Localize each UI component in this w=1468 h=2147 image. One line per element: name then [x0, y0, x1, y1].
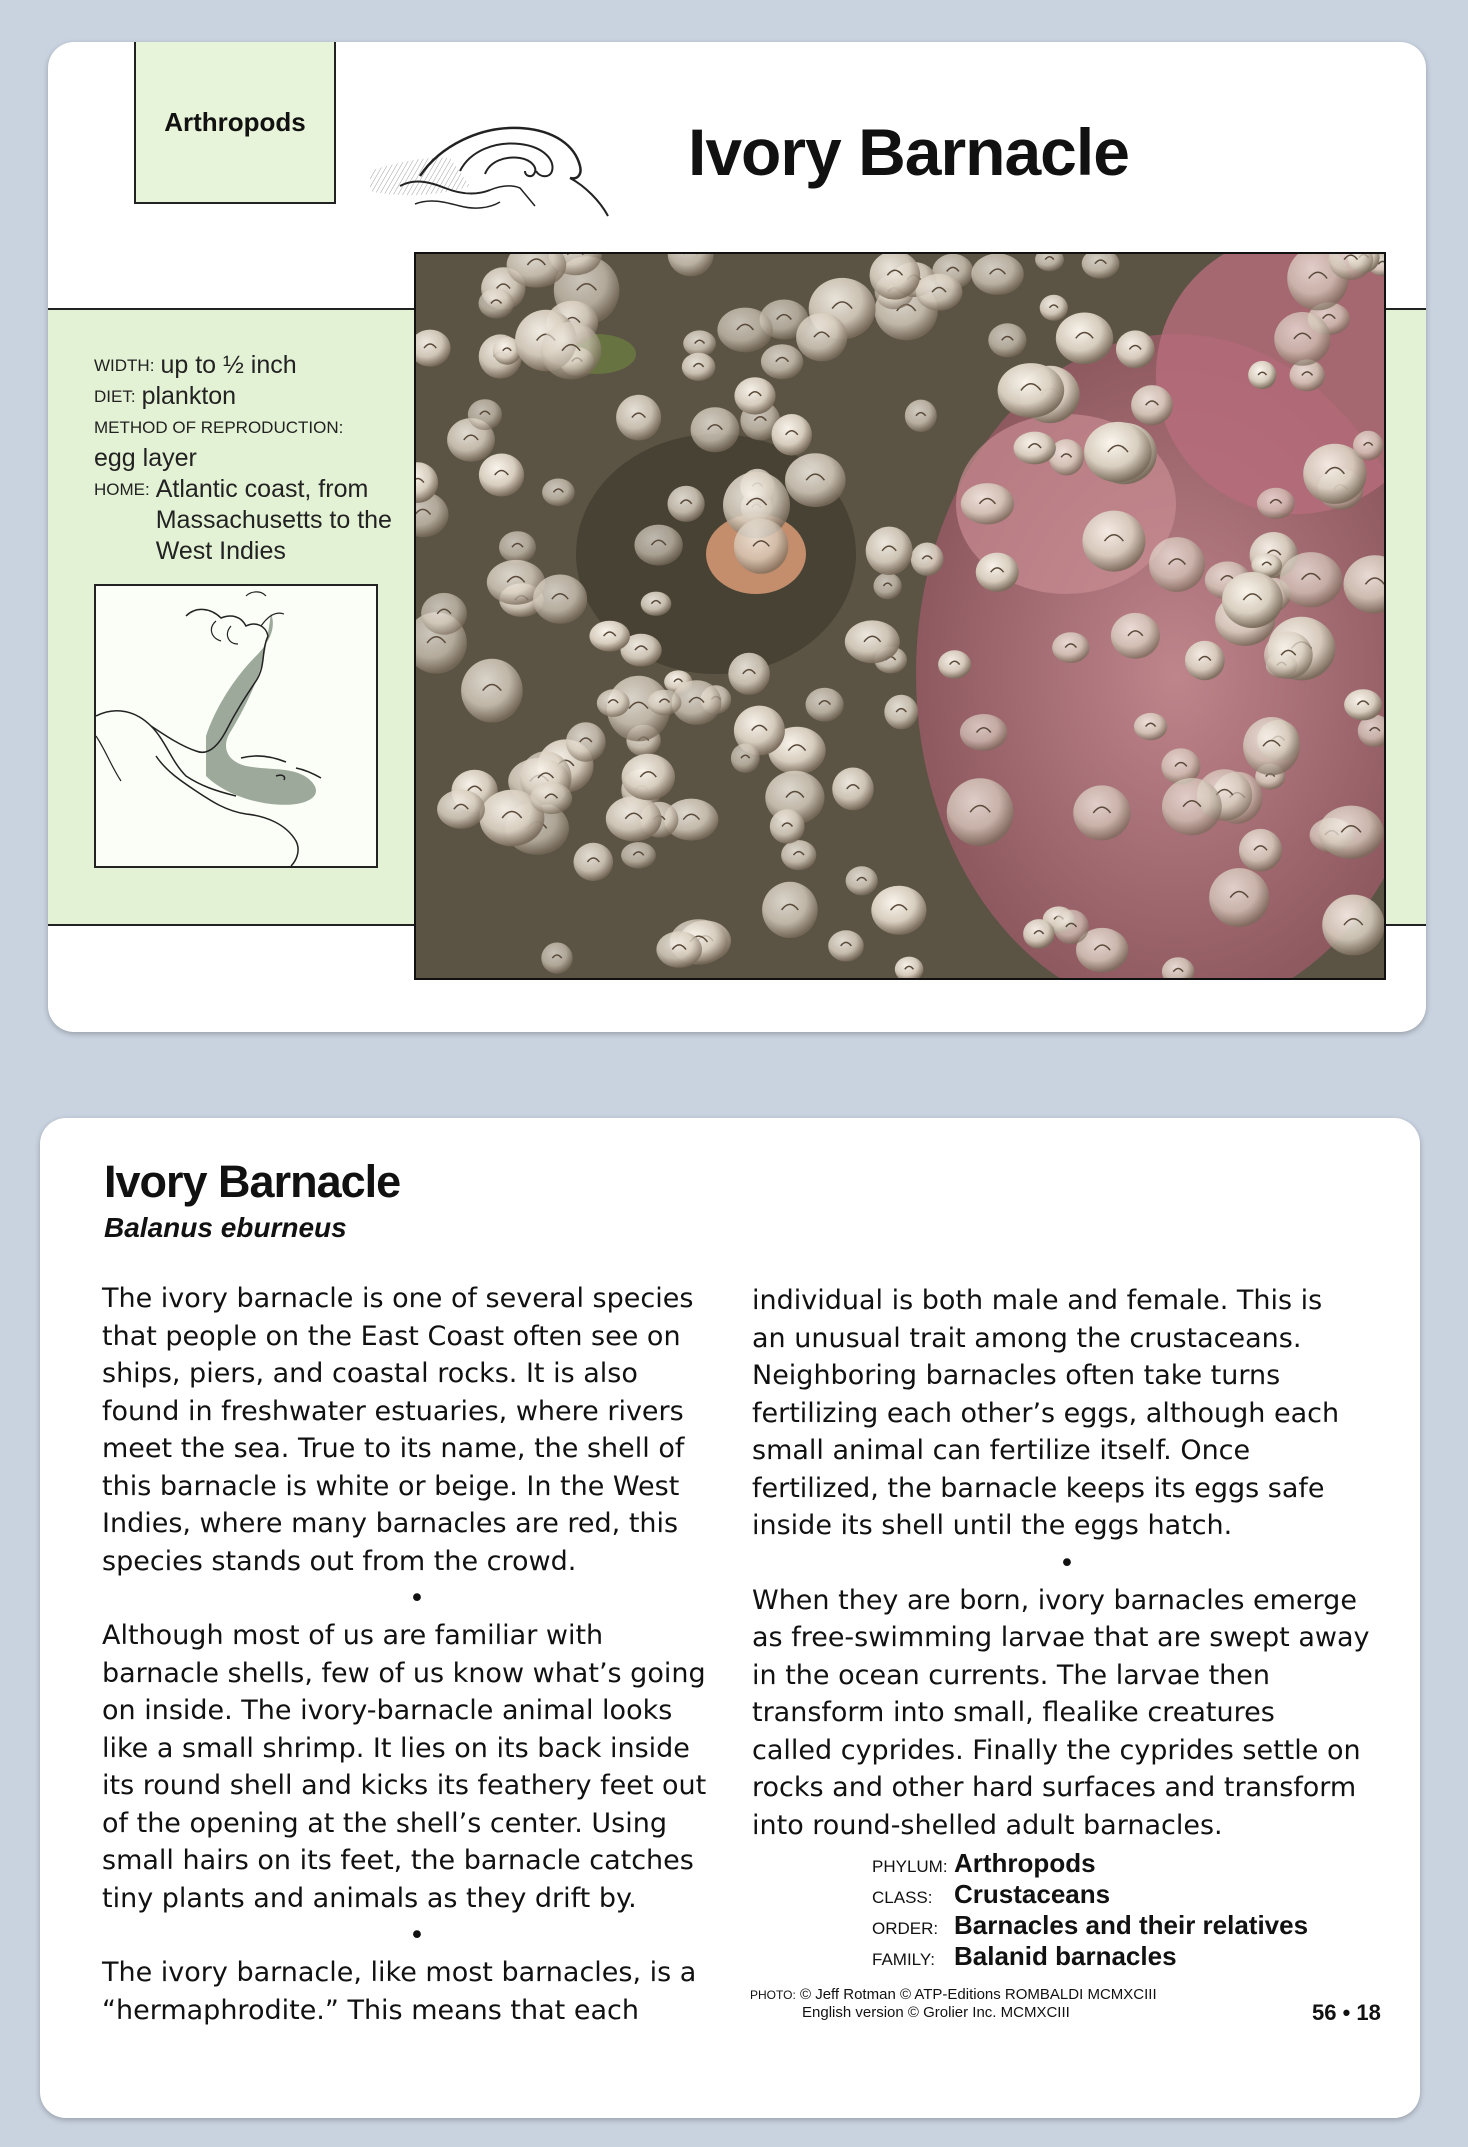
barnacle-shell — [468, 399, 502, 430]
taxonomy-phylum — [872, 1848, 1308, 1879]
back-title: Ivory Barnacle — [104, 1156, 401, 1207]
barnacle-shell — [1111, 613, 1160, 659]
fact-value: egg layer — [94, 444, 197, 472]
map-icon — [96, 586, 376, 866]
barnacle-shell — [461, 659, 523, 723]
paragraph: When they are born, ivory barnacles emerge as free-swimming larvae that are swept away in the ocean currents. The larvae then transform into small, flealike creatures called cyprides. Finally the cyprides settle on rocks and other hard surfaces and transform into round-shelled adult barnacles. — [752, 1584, 1370, 1841]
barnacle-shell — [1162, 778, 1222, 835]
barnacle-shell — [1243, 717, 1300, 775]
category-label: Arthropods — [134, 42, 336, 204]
range-map — [94, 584, 378, 868]
barnacle-shell — [606, 796, 662, 841]
taxonomy-label: PHYLUM: — [872, 1857, 948, 1876]
fact-value: Atlantic coast, from Massachusetts to the West Indies — [155, 475, 392, 565]
taxonomy-label: FAMILY: — [872, 1950, 935, 1969]
fact-width — [94, 350, 424, 381]
barnacle-shell — [1209, 868, 1269, 927]
back-card — [40, 1118, 1420, 2118]
barnacle-shell — [597, 689, 630, 717]
barnacle-shell — [682, 353, 716, 381]
barnacle-shell — [1353, 431, 1383, 461]
barnacle-shell — [437, 790, 485, 829]
barnacle-shell — [1274, 312, 1330, 366]
fact-label: METHOD OF REPRODUCTION: — [94, 418, 344, 437]
barnacle-shell — [1014, 432, 1056, 465]
barnacle-shell — [1239, 829, 1282, 872]
barnacle-shell — [1322, 895, 1384, 956]
barnacle-shell — [828, 930, 864, 961]
barnacle-shell — [533, 575, 587, 624]
barnacle-shell — [1040, 295, 1068, 321]
barnacle-shell — [616, 395, 661, 441]
barnacle-shell — [641, 592, 672, 616]
barnacle-shell — [1185, 641, 1225, 681]
barnacle-shell — [832, 768, 874, 811]
barnacle-shell — [1248, 361, 1276, 389]
text-column-right — [752, 1282, 1382, 1844]
barnacle-shell — [1222, 572, 1283, 628]
barnacle-shell — [1052, 632, 1089, 663]
barnacle-shell — [762, 882, 818, 938]
fact-reproduction — [94, 412, 424, 474]
barnacle-shell — [734, 519, 788, 574]
card-number: 56 • 18 — [1312, 2000, 1381, 2025]
fact-diet — [94, 381, 424, 412]
paragraph: The ivory barnacle is one of several species that people on the East Coast often see on ships, piers, and coastal rocks. It is also found in freshwater estuaries, where rivers meet the sea. True to its name, the shell of this barnacle is white or beige. In the West Indies, where many barnacles are red, this species stands out from the crowd. — [102, 1283, 694, 1577]
barnacle-shell — [988, 323, 1026, 357]
barnacle-shell — [1023, 919, 1055, 949]
barnacle-shell — [1344, 689, 1382, 720]
barnacle-shell — [1280, 552, 1343, 607]
barnacle-shell — [621, 842, 656, 868]
taxonomy-value: Barnacles and their relatives — [954, 1910, 1309, 1940]
taxonomy-value: Balanid barnacles — [954, 1941, 1177, 1971]
barnacle-shell — [1116, 330, 1155, 368]
front-card — [48, 42, 1426, 1032]
barnacle-shell — [1084, 422, 1152, 482]
barnacle-shell — [911, 543, 944, 576]
barnacle-shell — [634, 525, 682, 566]
barnacle-shell — [866, 527, 913, 575]
text-column-left — [102, 1280, 732, 2029]
photo-credits — [750, 1986, 1157, 2022]
fact-home — [94, 474, 424, 567]
barnacle-shell — [1257, 488, 1295, 519]
taxonomy-value: Crustaceans — [954, 1879, 1111, 1909]
taxonomy-class — [872, 1879, 1308, 1910]
barnacle-shell — [845, 620, 900, 663]
card-title: Ivory Barnacle — [688, 115, 1129, 189]
wave-icon — [360, 116, 630, 226]
barnacle-shell — [1134, 713, 1167, 740]
barnacle-shell — [530, 783, 572, 815]
paragraph: individual is both male and female. This is an unusual trait among the crustaceans. Neighboring barnacles often take turns fertilizing each other’s eggs, although each small animal can fertilize itself. Once fertilized, the barnacle keeps its eggs safe inside its shell until the eggs hatch. — [752, 1285, 1340, 1541]
barnacle-shell — [781, 840, 816, 870]
barnacle-shell — [541, 322, 602, 380]
scientific-name: Balanus eburneus — [104, 1212, 347, 1243]
fact-label: WIDTH: — [94, 356, 155, 375]
fact-label: HOME: — [94, 480, 150, 499]
barnacle-shell — [731, 744, 760, 773]
barnacle-photo — [414, 252, 1386, 980]
barnacle-shell — [1319, 806, 1384, 859]
fact-value: up to ½ inch — [160, 351, 297, 379]
barnacle-shell — [884, 695, 918, 730]
barnacle-shell — [499, 531, 536, 563]
barnacle-shell — [691, 407, 740, 452]
barnacle-shell — [479, 454, 524, 497]
taxonomy-label: ORDER: — [872, 1919, 939, 1938]
barnacle-shell — [1264, 631, 1313, 679]
barnacle-shell — [947, 778, 1014, 846]
taxonomy-family — [872, 1941, 1308, 1972]
barnacle-shell — [589, 621, 630, 652]
barnacle-shell — [622, 754, 675, 800]
barnacle-shell — [541, 943, 572, 974]
barnacle-shell — [846, 866, 878, 895]
fact-list — [94, 350, 424, 567]
barnacle-shell — [728, 653, 770, 695]
barnacle-shell — [871, 886, 926, 935]
barnacle-shell — [976, 553, 1019, 592]
barnacle-shell — [870, 252, 921, 300]
paragraph: Although most of us are familiar with barnacle shells, few of us know what’s going on inside. The ivory-barnacle animal looks like a small shrimp. It lies on its back inside its round shell and kicks its feathery feet out of the opening at the shell’s center. Using small hairs on its feet, the barnacle catches tiny plants and animals as they drift by. — [102, 1620, 707, 1914]
barnacle-shell — [1073, 785, 1130, 840]
barnacle-shell — [1131, 385, 1173, 425]
barnacle-shell — [806, 688, 844, 722]
barnacle-shell — [761, 344, 803, 379]
paragraph: The ivory barnacle, like most barnacles, is a “hermaphrodite.” This means that each — [102, 1957, 697, 2026]
barnacle-shell — [998, 363, 1065, 418]
taxonomy-list — [872, 1848, 1308, 1972]
barnacle-shell — [772, 414, 812, 456]
barnacle-shell — [1056, 313, 1113, 365]
taxonomy-value: Arthropods — [954, 1848, 1096, 1878]
barnacle-shell — [566, 722, 606, 761]
barnacle-shell — [421, 593, 467, 635]
photo-label: PHOTO: — [750, 1988, 796, 2002]
barnacle-shell — [960, 714, 1008, 751]
fact-label: DIET: — [94, 387, 136, 406]
credit-line-1: © Jeff Rotman © ATP-Editions ROMBALDI MCMXCIII — [799, 1986, 1157, 2003]
barnacle-shell — [796, 313, 847, 361]
taxonomy-order — [872, 1910, 1308, 1941]
barnacle-shell — [874, 573, 902, 599]
barnacle-shell — [1149, 537, 1205, 592]
barnacle-shell — [961, 483, 1014, 524]
barnacle-shell — [1054, 910, 1089, 945]
bullet-divider: • — [409, 1583, 425, 1614]
barnacle-shell — [916, 274, 963, 311]
barnacle-shell — [938, 650, 971, 679]
barnacle-shell — [734, 377, 775, 414]
barnacle-shell — [656, 931, 702, 968]
barnacle-shell — [905, 400, 937, 432]
barnacle-shell — [648, 690, 682, 716]
barnacle-shell — [574, 843, 614, 881]
barnacle-shell — [770, 809, 805, 843]
barnacle-shell — [479, 289, 514, 319]
bullet-divider: • — [409, 1920, 425, 1951]
barnacle-shell — [683, 330, 716, 356]
fact-value: plankton — [141, 382, 237, 410]
bullet-divider: • — [1059, 1547, 1075, 1579]
barnacle-shell — [1082, 511, 1145, 572]
credit-line-2: English version © Grolier Inc. MCMXCIII — [802, 2004, 1070, 2021]
barnacle-shell — [668, 486, 705, 522]
barnacle-shell — [971, 254, 1023, 295]
taxonomy-label: CLASS: — [872, 1888, 933, 1907]
barnacle-shell — [542, 479, 575, 507]
barnacle-shell — [717, 308, 772, 353]
barnacle-shell — [785, 453, 846, 507]
